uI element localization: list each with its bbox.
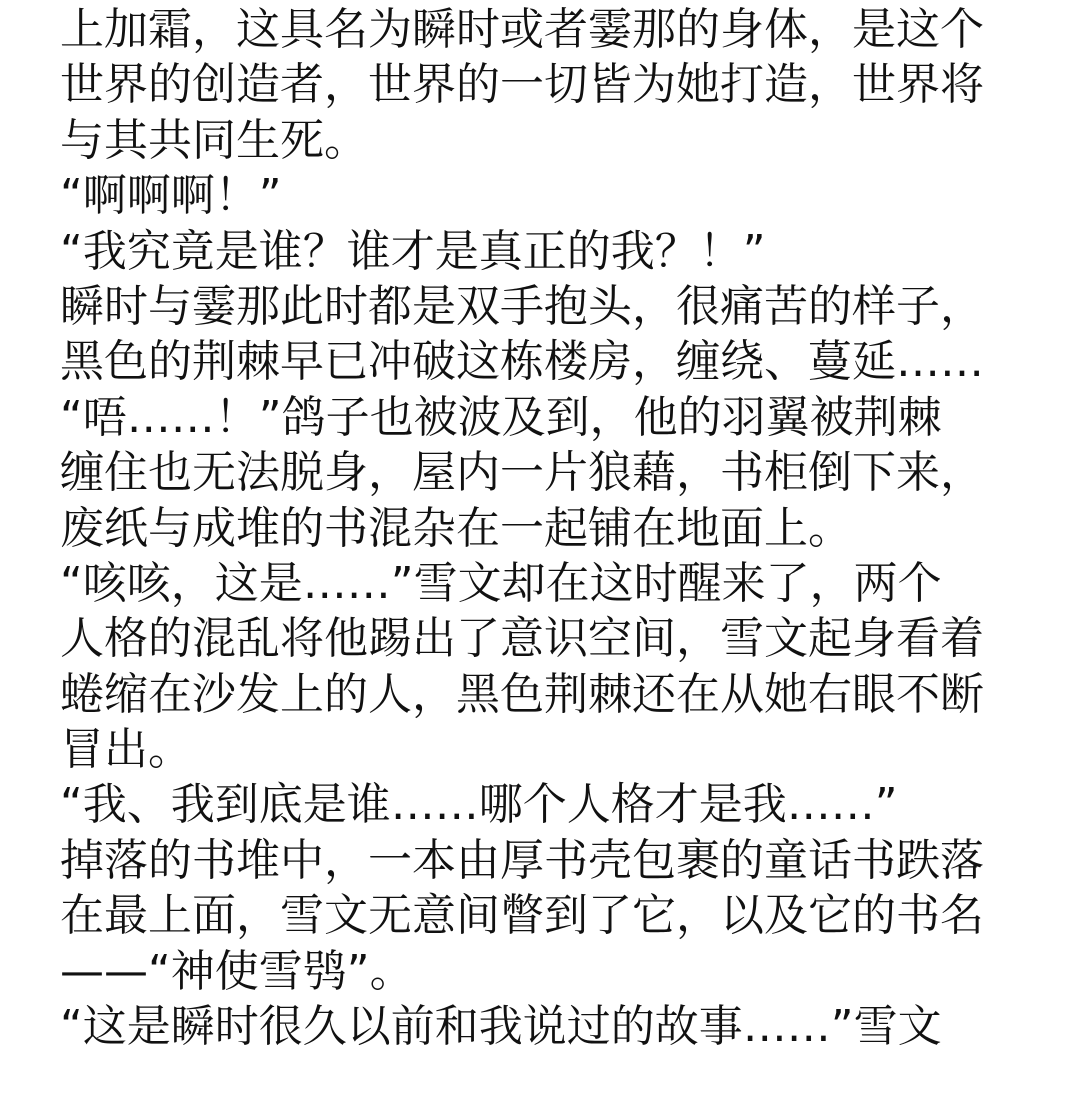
text-line: 冒出。 bbox=[60, 724, 192, 776]
text-line: 上加霜，这具名为瞬时或者霎那的身体，是这个 bbox=[60, 4, 984, 55]
text-line: 瞬时与霎那此时都是双手抱头，很痛苦的样子， bbox=[60, 280, 984, 332]
text-line: 人格的混乱将他踢出了意识空间，雪文起身看着 bbox=[60, 613, 984, 665]
text-line: 废纸与成堆的书混杂在一起铺在地面上。 bbox=[60, 502, 852, 554]
text-line: 掉落的书堆中，一本由厚书壳包裹的童话书跌落 bbox=[60, 834, 984, 886]
text-line: “啊啊啊！” bbox=[60, 170, 282, 222]
text-line: 蜷缩在沙发上的人，黑色荆棘还在从她右眼不断 bbox=[60, 668, 984, 720]
text-line: “这是瞬时很久以前和我说过的故事……”雪文 bbox=[60, 1001, 942, 1053]
text-line: “我究竟是谁？谁才是真正的我？！” bbox=[60, 225, 766, 277]
text-line: “咳咳，这是……”雪文却在这时醒来了，两个 bbox=[60, 557, 942, 609]
text-line: ——“神使雪鸮”。 bbox=[60, 945, 414, 997]
text-line: “唔……！”鸽子也被波及到，他的羽翼被荆棘 bbox=[60, 391, 942, 443]
text-line: “我、我到底是谁……哪个人格才是我……” bbox=[60, 779, 898, 831]
text-line: 黑色的荆棘早已冲破这栋楼房，缠绕、蔓延…… bbox=[60, 336, 984, 388]
text-line: 在最上面，雪文无意间瞥到了它，以及它的书名 bbox=[60, 890, 984, 942]
novel-text-body bbox=[60, 2, 1020, 1054]
text-line: 与其共同生死。 bbox=[60, 114, 368, 166]
text-line: 缠住也无法脱身，屋内一片狼藉，书柜倒下来， bbox=[60, 447, 984, 499]
text-line: 世界的创造者，世界的一切皆为她打造，世界将 bbox=[60, 59, 984, 111]
